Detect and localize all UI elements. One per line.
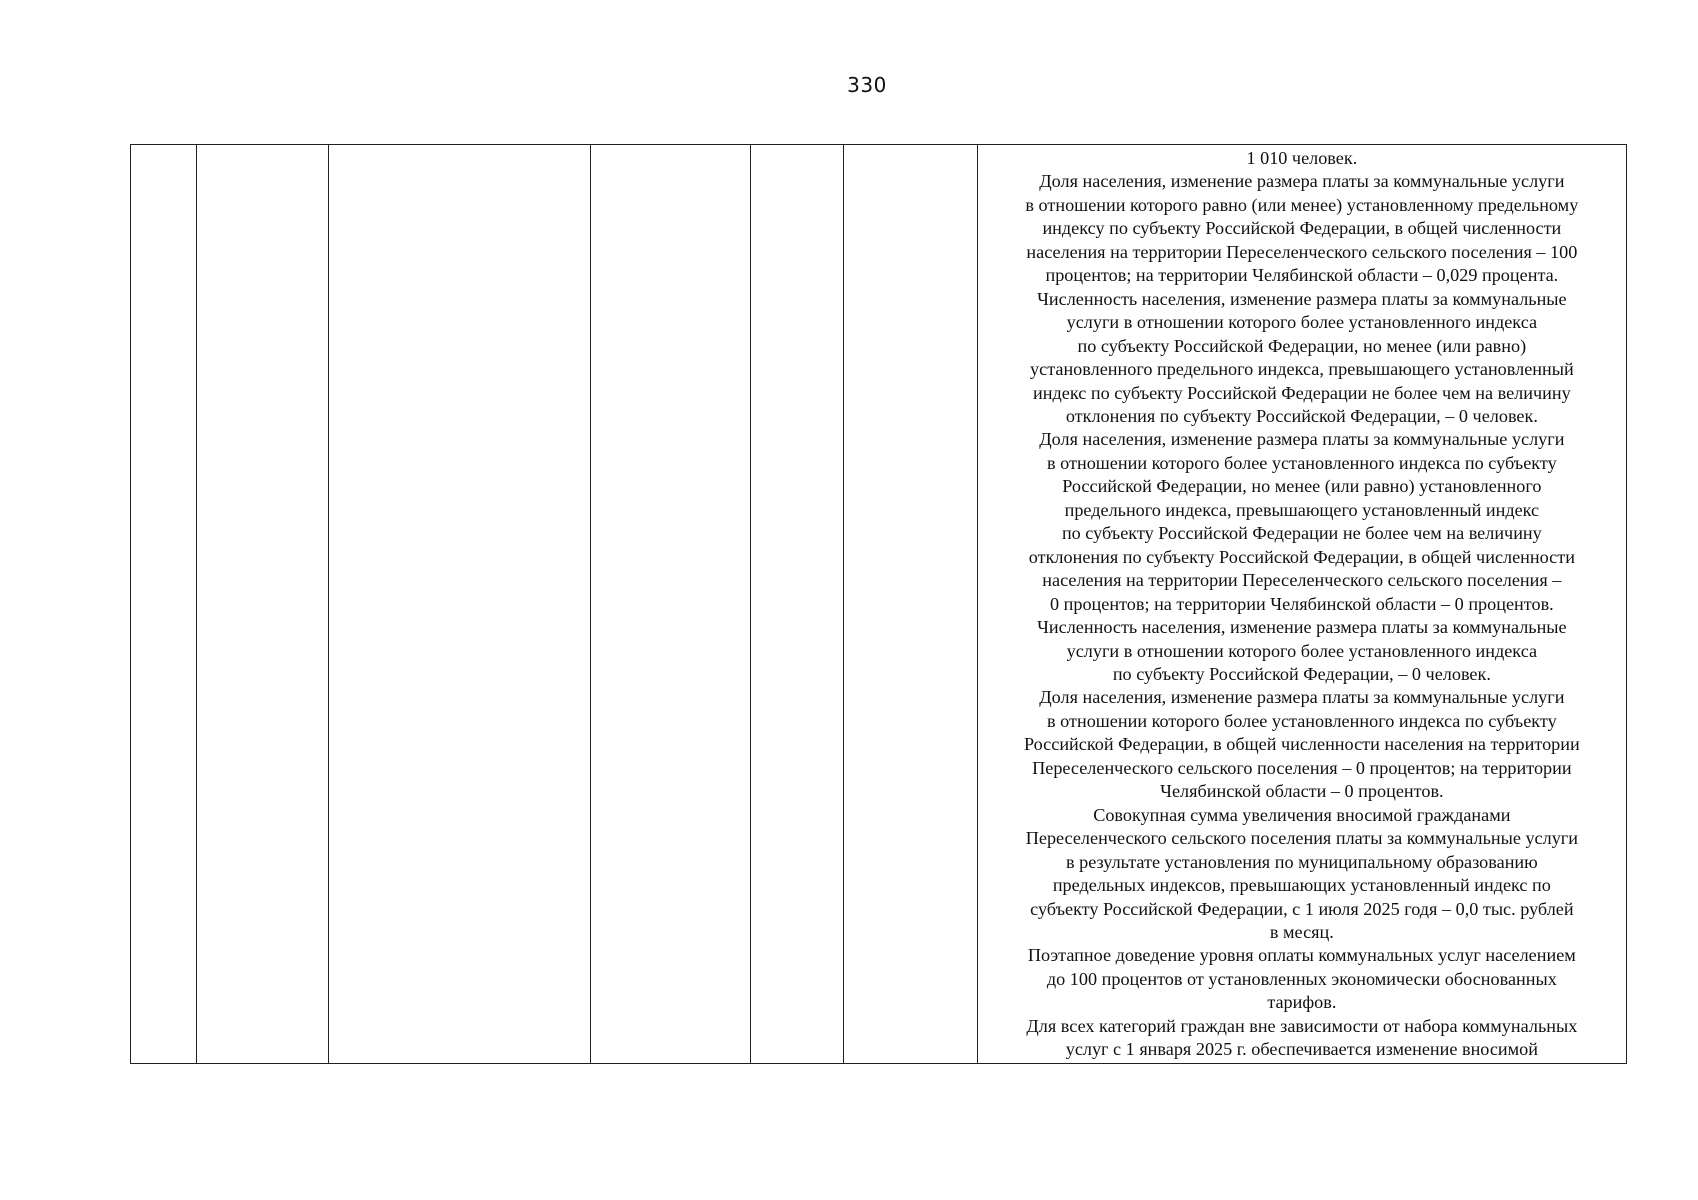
text-line: индексу по субъекту Российской Федерации, в общей численности xyxy=(1042,218,1562,239)
text-line: Доля населения, изменение размера платы за коммунальные услуги xyxy=(1039,429,1565,450)
text-line: предельного индекса, превышающего установленный индекс xyxy=(1064,499,1540,520)
text-line: тарифов. xyxy=(1267,992,1337,1013)
table-cell-col-6 xyxy=(844,145,978,1064)
text-line: услуги в отношении которого более установленного индекса xyxy=(1066,640,1538,661)
text-line: Доля населения, изменение размера платы за коммунальные услуги xyxy=(1039,687,1565,708)
table-cell-description xyxy=(977,145,1626,1064)
text-line: в результате установления по муниципальному образованию xyxy=(1065,851,1538,872)
text-line: в месяц. xyxy=(1269,921,1334,942)
page-number: 330 xyxy=(847,73,887,97)
text-line: Российской Федерации, но менее (или равно) установленного xyxy=(1062,476,1542,497)
text-line: Переселенческого сельского поселения платы за коммунальные услуги xyxy=(1025,828,1578,849)
text-line: Совокупная сумма увеличения вносимой гражданами xyxy=(1093,804,1511,825)
text-line: в отношении которого равно (или менее) установленному предельному xyxy=(1025,194,1579,215)
text-line: установленного предельного индекса, превышающего установленный xyxy=(1030,359,1574,380)
text-line: 1 010 человек. xyxy=(1246,148,1358,168)
text-line: Численность населения, изменение размера платы за коммунальные xyxy=(1037,288,1567,309)
text-line: предельных индексов, превышающих установленный индекс по xyxy=(1052,875,1551,896)
text-line: в отношении которого более установленного индекса по субъекту xyxy=(1047,710,1557,731)
text-line: отклонения по субъекту Российской Федерации, в общей численности xyxy=(1028,546,1575,567)
document-table xyxy=(130,144,1627,1064)
table-cell-col-1 xyxy=(131,145,197,1064)
text-line: услуг с 1 января 2025 г. обеспечивается изменение вносимой xyxy=(1065,1039,1538,1060)
text-line: по субъекту Российской Федерации, – 0 человек. xyxy=(1112,663,1491,684)
text-line: в отношении которого более установленного индекса по субъекту xyxy=(1047,452,1557,473)
text-line: субъекту Российской Федерации, с 1 июля 2025 годя – 0,0 тыс. рублей xyxy=(1030,898,1574,919)
table-row xyxy=(131,145,1627,1064)
text-line: отклонения по субъекту Российской Федерации, – 0 человек. xyxy=(1065,405,1538,426)
text-line: индекс по субъекту Российской Федерации не более чем на величину xyxy=(1033,382,1571,403)
text-line: Поэтапное доведение уровня оплаты коммунальных услуг населением xyxy=(1027,945,1576,966)
text-line: Переселенческого сельского поселения – 0 процентов; на территории xyxy=(1032,757,1572,778)
text-line: населения на территории Переселенческого сельского поселения – xyxy=(1042,570,1562,591)
text-line: Российской Федерации, в общей численности населения на территории xyxy=(1023,734,1580,755)
text-line: Доля населения, изменение размера платы за коммунальные услуги xyxy=(1039,171,1565,192)
text-line: процентов; на территории Челябинской области – 0,029 процента. xyxy=(1045,265,1559,286)
text-line: до 100 процентов от установленных экономически обоснованных xyxy=(1046,968,1557,989)
text-line: по субъекту Российской Федерации не более чем на величину xyxy=(1061,523,1542,544)
text-line: населения на территории Переселенческого сельского поселения – 100 xyxy=(1026,241,1578,262)
table-cell-col-3 xyxy=(328,145,590,1064)
text-line: услуги в отношении которого более установленного индекса xyxy=(1066,312,1538,333)
text-line: Для всех категорий граждан вне зависимости от набора коммунальных xyxy=(1026,1015,1578,1036)
table-cell-col-4 xyxy=(590,145,750,1064)
table-cell-col-5 xyxy=(750,145,843,1064)
text-line: по субъекту Российской Федерации, но менее (или равно) xyxy=(1077,335,1527,356)
text-line: 0 процентов; на территории Челябинской области – 0 процентов. xyxy=(1049,593,1554,614)
table-cell-col-2 xyxy=(196,145,328,1064)
text-line: Численность населения, изменение размера платы за коммунальные xyxy=(1037,617,1567,638)
text-line: Челябинской области – 0 процентов. xyxy=(1160,781,1444,802)
